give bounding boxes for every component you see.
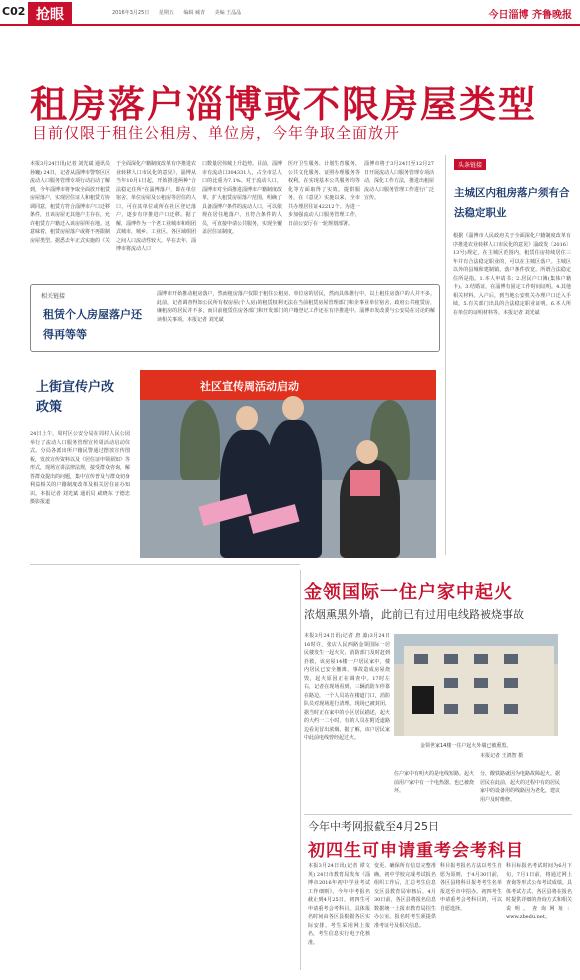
fire-photo-credit: 本报记者 王鸿智 摄 <box>480 753 524 759</box>
sidebar-title: 主城区内租房落户须有合法稳定职业 <box>454 187 570 219</box>
lead-column-4: 医疗卫生服务、计划生育服务、公共文化服务、证照办理服务等权利。在实现基本公共服务均等化等方面取得了实效。提供服务，在《意见》实施以来，全市共办理居住证42212个。为进一步加强流动人口服务管理工作，日前公安厅在一轮规划部署。 <box>288 161 360 227</box>
lead-column-2: 于全面深化户籍制度改革有序推进农业转移人口市民化的意见》，淄博从当年10月1日起，开始推进两种"合法稳定住所"在淄博落户，即在单位宿舍、单位房屋及公租房等居住的人口，可在其单位或所在社区登记落户，逐步有序推进户口迁移。据了解，淄博作为一个老工业城市和组团式城市，城乡、工业区、各区域组团之间人口流动性较大。早在去年，淄博市将流动人口 <box>116 161 196 252</box>
photo-window <box>504 678 518 688</box>
section-divider <box>30 564 300 565</box>
issue-weekday: 星期五 <box>158 10 174 16</box>
sidebar-body: 根据《淄博市人民政府关于全面深化户籍制度改革有序推进农业转移人口市民化的意见》淄政发〔2016〕13号)规定，在主城区范围内，租赁住房持续居住三年并有合法稳定职业的，可以在主城区落户。主城区以外的县城和建制镇，落户条件放宽。所谓合法稳定住所是指。1.本人申请书；2.居民户口簿(集体户籍卡)。3.结婚证，在淄博有固定工作时间证明。4.其他相关材料。入户后，到当地公安机关办理户口迁入手续。5.有关部门出具的合法稳定职业证明。6.本人所在单位的证明材料等。本报记者 刘光斌 <box>453 233 571 316</box>
exam-story-column-3: 科目报考报名方法以考生自愿为原则，于4月30日前，各区县将科目报考考生名单报送至市中招办。初四考生申请重考会考科目的，可以自愿选择。 <box>440 863 502 912</box>
editor-credit: 编辑 臧青 <box>183 10 206 16</box>
related-link-box <box>30 284 440 352</box>
lead-column-5: 淄博市将于3月24日至12月27日开展流动人口服务管理专项活动，深化工作方法，推进出租屋流动人口服务管理工作进行广泛宣传。 <box>364 161 434 201</box>
section-divider <box>304 814 572 815</box>
photo-scarf <box>350 470 380 496</box>
photo-window <box>474 678 488 688</box>
newspaper-masthead: 今日淄博 齐鲁晚报 <box>488 10 572 21</box>
issue-date: 2016年3月25日 <box>112 10 150 16</box>
photo-window <box>444 678 458 688</box>
page-header <box>0 0 580 26</box>
sidebar-label: 头条链接 <box>454 159 486 170</box>
street-promo-body: 24日上午，周村区公安分局在周村人民公园举行了流动人口服务管理宣传周活动启动仪式。分局各派出所户籍民警通过摆放宣传图板，发放宣传资料以及《居住证申领须知》等形式，现场宣讲法律法规，接受群众咨询，解答群众提出的问题，集中宣传普及与群众切身利益相关的户籍制度改革及相关居住证办知识。本报记者 刘光斌 通讯员 咸晓东 于德忠 摄影报道 <box>30 431 130 505</box>
fire-story-title: 金领国际一住户家中起火 <box>304 582 513 603</box>
fire-building-photo <box>394 634 558 736</box>
fire-story-subtitle: 浓烟熏黑外墙，此前已有过用电线路被烧事故 <box>304 608 524 621</box>
photo-window <box>504 704 518 714</box>
street-promo-title: 上街宣传户改政策 <box>36 380 115 415</box>
exam-story-column-4: 科目标报名考试时间为6月下旬，7月1日前，将通过网上查询等形式公布考试成绩。具体考试方式，各区县将在报名时提供详细的查询方式和相关说明。查询网址：www.zbedu.net。 <box>506 863 572 920</box>
lead-headline: 租房落户淄博或不限房屋类型 <box>30 83 537 126</box>
lead-column-3: 口数量居伟城上升趋势。目前，淄博市有流动口304331人，占全市总人口的比重为7.1%。对于流动人口，淄博市对全面推进淄博市户籍制度改革，扩大租赁房屋落户范围，明确了具备淄博户条件的流动人口，可以依规在居住地落户。且符合条件的人员，可直接申请公共服务，实现全覆盖居住证制度。 <box>202 161 282 235</box>
exam-story-kicker: 今年中考网报截至4月25日 <box>308 820 439 833</box>
lead-column-1: 本报3月24日讯(记者 刘光斌 通讯员 孙巍) 24日，记者从淄博市警察区区流动人口服务管理专项行动启动了解到，今年淄博市将争取全面放开租赁房屋落户，实现居住证人和租赁方协调同意，租赁方符合淄博市户口迁移条件，且该房屋无其他户主存在，允许租赁方户籍迁入该房屋所在地。这意味着，租赁房屋落户或将不再限制房屋类型。据悉去年正式实施的《关 <box>30 161 110 244</box>
column-divider <box>300 570 301 970</box>
related-link-title: 租赁个人房屋落户还得再等等 <box>43 308 142 341</box>
related-link-label: 相关链接 <box>41 293 66 300</box>
exam-story-column-2: 变更，确保所有信息完整准确。初中学校完成考试报名组织工作后，汇总考生信息交区县教育局审核后，4月30日前，各区县将报名信息数据统一上报市教育局招生办公室。报名时考生须提供准考证号及相关信息。 <box>374 863 436 929</box>
designer-credit: 美编 王晶晶 <box>214 10 242 16</box>
exam-story-title: 初四生可申请重考会考科目 <box>308 841 524 861</box>
issue-meta <box>112 9 249 16</box>
photo-banner-text: 社区宣传周活动启动 <box>200 380 299 393</box>
fire-story-column-2: 住户家中有明火的是电线短路。起火前用户家中有一个电热器。也已被烧坏。 <box>394 771 474 794</box>
photo-resident-head <box>356 440 378 464</box>
fire-story-column-1: 本报3月24日讯(记者 唐 凛)3月24日16时许，张店人民西路金领国际一居民楼发生一起火灾，消防部门及时赶到扑救，该房屋14楼一户居民家中，楼内居民已安全撤离，事故造成房屋烧毁，起火原因正在调查中。17时左右，记者在现场看到，三辆消防车停靠在路边，一个人员站在楼道门口，消防队员对现场进行清理。现场已被封闭，据当时正在家中的小区居民描述，起火的大约一二小时，有的人员在附近道路边看见冒出浓烟。据了解，该户居民家中此前电线曾经起过火。 <box>304 633 390 741</box>
section-badge: 抢眼 <box>28 2 72 26</box>
fire-story-column-3: 分，酸铁路就因为电路故障起火。据居民在此前，起火的过程中有的居民家中的设备用的线路因为老化，建议用户及时维修。 <box>480 771 560 803</box>
photo-tree <box>180 400 220 480</box>
photo-officer-head <box>236 406 258 430</box>
related-link-body: 淄博市开始推动租房落户，然而租房落户仅限于租住公租房、单位房的居民，然而具体推行中，以上租住房落户的人并不多。此前，记者调查得知公民所有权房屋(个人房)的租赁权利无法在当前租赁房屋管理部门和企事业单位宿舍，政府公共租赁房，廉租房的居民并不多，而目前租赁住房各部门和开发部门的户籍登记工作还在有序推进中。淄博市发改委与公安局在讨论的解读相关事项。本报记者 刘光斌 <box>157 291 435 323</box>
photo-window <box>474 704 488 714</box>
photo-window <box>504 654 518 664</box>
street-promo-photo <box>140 370 436 558</box>
photo-window <box>474 654 488 664</box>
fire-photo-caption: 金领世家14楼一住户起火外墙已被熏黑。 <box>420 743 512 749</box>
exam-story-column-1: 本报3月24日讯(记者 谭文英) 24日市教育局发布《淄博市2016年初中学业考试工作细则》。今年中考报名截止到4月25日，初四生可申请重考会考科目。具体报名时间由各区县根据各区实际安排。考生采用网上报名，考生信息实行电子化核准。 <box>308 863 370 946</box>
page-code: C02 <box>2 5 26 18</box>
lead-subhead: 目前仅限于租住公租房、单位房，今年争取全面放开 <box>32 124 401 142</box>
photo-officer-head <box>282 396 304 420</box>
photo-officer-man <box>266 420 322 558</box>
photo-burn-mark <box>412 686 434 714</box>
photo-window <box>414 654 428 664</box>
photo-window <box>444 654 458 664</box>
photo-window <box>444 704 458 714</box>
